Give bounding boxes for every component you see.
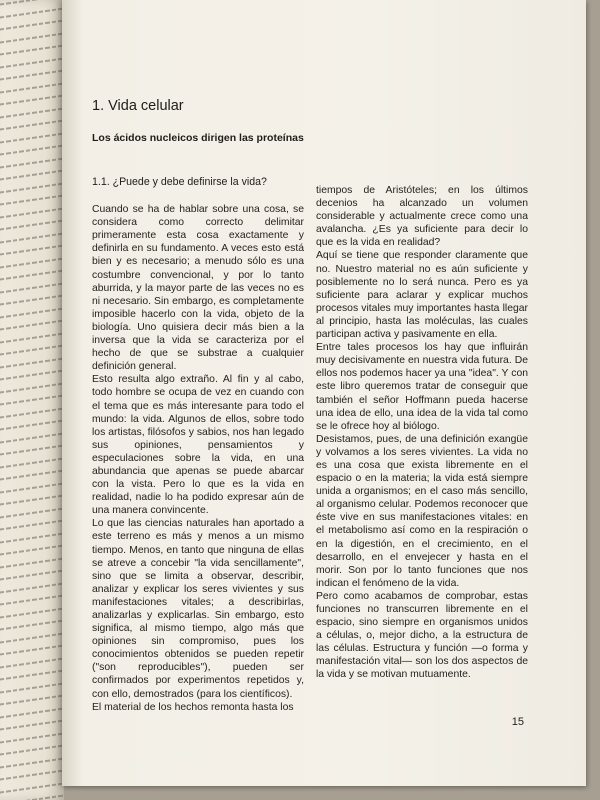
right-text-column (316, 184, 528, 682)
paragraph: Aquí se tiene que responder claramente que no. Nuestro material no es aún suficiente y posiblemente no lo será nunca. Pero es ya suficiente para aclarar y explicar muchos procesos vitales muy importantes hasta llegar al principio, hasta las moléculas, las cuales participan activa y pasivamente en ella. (316, 250, 528, 341)
section-heading: 1.1. ¿Puede y debe definirse la vida? (92, 176, 267, 188)
chapter-title: 1. Vida celular (92, 98, 184, 114)
chapter-subtitle: Los ácidos nucleicos dirigen las proteínas (92, 132, 304, 144)
left-text-column (92, 176, 304, 714)
paragraph: Lo que las ciencias naturales han aportado a este terreno es más y menos a un mismo tiempo. Menos, en tanto que ninguna de ellas se atreve a concebir "la vida sencillamente", sino que se limita a observar, describir, analizar y explicar los seres vivientes y sus manifestaciones vitales; a describirlas, analizarlas y explicarlas. Sin embargo, esto significa, al mismo tiempo, algo más que opiniones sin compromiso, pues los conocimientos obtenidos se pueden repetir ("son reproducibles"), pueden ser confirmados por experimentos repetidos y, con ello, demostrados (para los científicos). (92, 518, 304, 700)
paragraph: Pero como acabamos de comprobar, estas funciones no transcurren libremente en el espacio, sino siempre en organismos unidos a células, o, mejor dicho, a la estructura de las células. Estructura y función —o forma y manifestación vital— son los dos aspectos de la vida y se motivan mutuamente. (316, 590, 528, 681)
book-page (62, 0, 586, 786)
previous-page-text-fragments (0, 0, 64, 800)
previous-page-edge (0, 0, 64, 800)
page-number: 15 (511, 716, 524, 728)
paragraph: tiempos de Aristóteles; en los últimos decenios ha alcanzado un volumen considerable y actualmente crece como una avalancha. ¿Es ya suficiente para decir lo que es la vida en realidad? (316, 185, 528, 249)
paragraph: Entre tales procesos los hay que influirán muy decisivamente en nuestra vida futura. De ellos nos podemos hacer ya una "idea". Y con este libro queremos tratar de conseguir que también el señor Hoffmann pueda hacerse una idea de ello, una idea de la vida tal como se le ofrece hoy al biólogo. (316, 342, 528, 432)
paragraph: El material de los hechos remonta hasta los (92, 701, 294, 713)
paragraph: Cuando se ha de hablar sobre una cosa, se considera como correcto delimitar primeramente esta cosa exactamente y definirla en su fundamento. A veces esto está bien y es necesario; a menudo sólo es una costumbre convencional, y por lo tanto aburrida, y la mayor parte de las veces no es ni necesario. Sin embargo, es completamente imposible hacerlo con la vida, objeto de la biología. Uno quisiera decir más bien a la inversa que la vida se caracteriza por el hecho de que se substrae a cualquier definición general. (92, 204, 304, 373)
paragraph: Desistamos, pues, de una definición exangüe y volvamos a los seres vivientes. La vida no es una cosa que exista libremente en el espacio o en la materia; la vida está siempre unida a organismos; en el caso más sencillo, al organismo celular. Podemos reconocer que éste vive en sus manifestaciones vitales: en el metabolismo así como en la respiración o en la digestión, en el crecimiento, en el desarrollo, en el envejecer y hasta en el morir. Son por lo tanto funciones que nos indican el fenómeno de la vida. (316, 433, 528, 589)
paragraph: Esto resulta algo extraño. Al fin y al cabo, todo hombre se ocupa de vez en cuando con el tema que es más interesante para todo el mundo: la vida. Algunos de ellos, sobre todo los artistas, filósofos y sabios, nos han legado sus opiniones, pensamientos y especulaciones sobre la vida, en una abundancia que apenas se puede abarcar con la vista. Pero lo que es la vida en realidad, nadie lo ha podido expresar aún de una manera convincente. (92, 374, 304, 517)
